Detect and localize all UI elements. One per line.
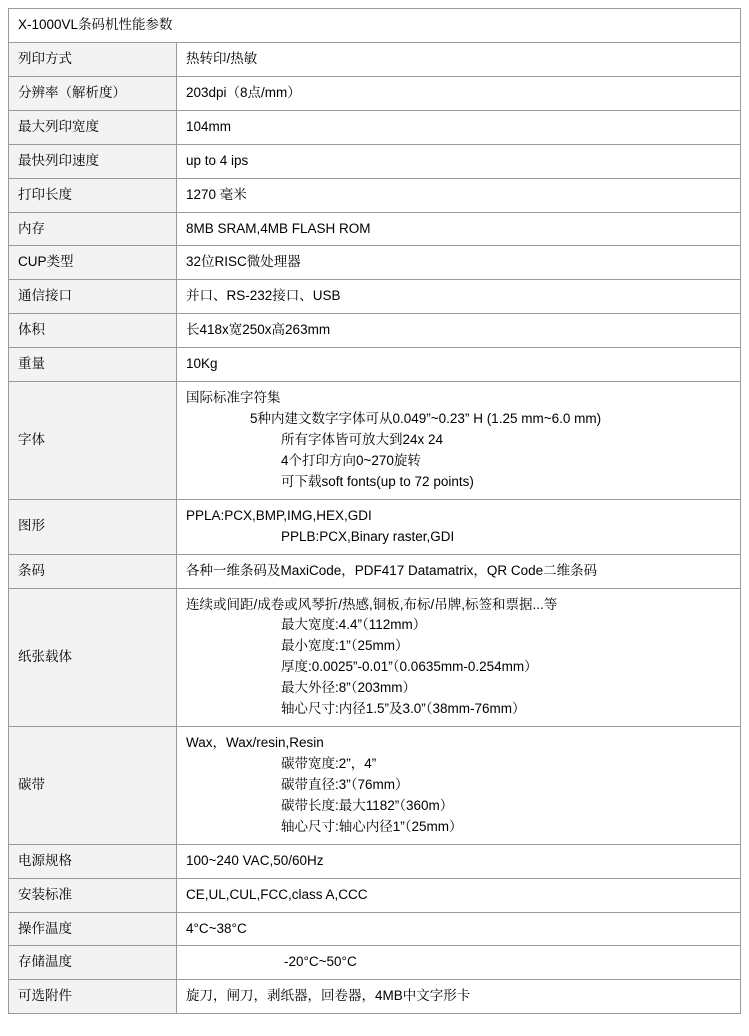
table-row bbox=[9, 980, 741, 1014]
spec-label: 安装标准 bbox=[9, 878, 177, 912]
spec-value bbox=[177, 178, 741, 212]
spec-value-line: 所有字体皆可放大到24x 24 bbox=[281, 431, 444, 447]
spec-value bbox=[177, 212, 741, 246]
spec-value bbox=[177, 727, 741, 845]
spec-label: 可选附件 bbox=[9, 980, 177, 1014]
table-row bbox=[9, 42, 741, 76]
table-body bbox=[9, 9, 741, 1014]
spec-value bbox=[177, 110, 741, 144]
spec-value-line: 碳带长度:最大1182”（360m） bbox=[281, 797, 454, 813]
spec-value-line: -20°C~50°C bbox=[284, 954, 357, 970]
specification-table bbox=[8, 8, 741, 1014]
spec-value-line: 厚度:0.0025”-0.01”（0.0635mm-0.254mm） bbox=[281, 659, 538, 675]
spec-value-line: 8MB SRAM,4MB FLASH ROM bbox=[186, 220, 371, 236]
spec-value-line: 轴心尺寸:内径1.5”及3.0”（38mm-76mm） bbox=[281, 701, 526, 717]
spec-value-line: 32位RISC微处理器 bbox=[186, 254, 301, 270]
spec-value-line: 203dpi（8点/mm） bbox=[186, 84, 301, 100]
spec-value bbox=[177, 499, 741, 554]
spec-label: 列印方式 bbox=[9, 42, 177, 76]
spec-value-line: 最大宽度:4.4”（112mm） bbox=[281, 617, 427, 633]
spec-label: 字体 bbox=[9, 382, 177, 500]
table-row bbox=[9, 280, 741, 314]
spec-value bbox=[177, 980, 741, 1014]
spec-label: 最大列印宽度 bbox=[9, 110, 177, 144]
spec-value bbox=[177, 144, 741, 178]
spec-value bbox=[177, 844, 741, 878]
spec-label: 操作温度 bbox=[9, 912, 177, 946]
spec-value-line: 热转印/热敏 bbox=[186, 50, 258, 66]
spec-value bbox=[177, 946, 741, 980]
spec-value bbox=[177, 912, 741, 946]
table-row bbox=[9, 144, 741, 178]
spec-label: 通信接口 bbox=[9, 280, 177, 314]
table-row bbox=[9, 727, 741, 845]
table-row bbox=[9, 382, 741, 500]
spec-value-line: 碳带直径:3”（76mm） bbox=[281, 776, 409, 792]
spec-label: 碳带 bbox=[9, 727, 177, 845]
table-row bbox=[9, 844, 741, 878]
spec-label: 存储温度 bbox=[9, 946, 177, 980]
spec-value-line: 轴心尺寸:轴心内径1”（25mm） bbox=[281, 818, 463, 834]
table-row bbox=[9, 554, 741, 588]
spec-value-line: PPLB:PCX,Binary raster,GDI bbox=[281, 528, 455, 544]
spec-label: 图形 bbox=[9, 499, 177, 554]
table-row bbox=[9, 499, 741, 554]
table-row bbox=[9, 110, 741, 144]
spec-value-line: 104mm bbox=[186, 118, 232, 134]
spec-label: 条码 bbox=[9, 554, 177, 588]
spec-value bbox=[177, 280, 741, 314]
spec-value bbox=[177, 554, 741, 588]
table-row bbox=[9, 878, 741, 912]
table-row bbox=[9, 912, 741, 946]
spec-value bbox=[177, 588, 741, 727]
table-row bbox=[9, 348, 741, 382]
spec-value bbox=[177, 348, 741, 382]
spec-value-line: 连续或间距/成卷或风琴折/热感,铜板,布标/吊牌,标签和票据...等 bbox=[186, 596, 558, 612]
table-row bbox=[9, 946, 741, 980]
spec-label: 内存 bbox=[9, 212, 177, 246]
spec-value-line: 最大外径:8”（203mm） bbox=[281, 680, 417, 696]
table-row bbox=[9, 76, 741, 110]
table-title-row bbox=[9, 9, 741, 43]
spec-label: CUP类型 bbox=[9, 246, 177, 280]
spec-value bbox=[177, 76, 741, 110]
table-row bbox=[9, 588, 741, 727]
spec-value-line: 1270 毫米 bbox=[186, 186, 247, 202]
table-row bbox=[9, 246, 741, 280]
table-row bbox=[9, 178, 741, 212]
spec-value-line: 并口、RS-232接口、USB bbox=[186, 288, 341, 304]
spec-label: 重量 bbox=[9, 348, 177, 382]
spec-value-line: 5种内建文数字字体可从0.049”~0.23” H (1.25 mm~6.0 mm) bbox=[250, 411, 602, 427]
spec-value bbox=[177, 878, 741, 912]
spec-label: 纸张载体 bbox=[9, 588, 177, 727]
spec-label: 分辨率（解析度） bbox=[9, 76, 177, 110]
spec-value-line: 最小宽度:1”（25mm） bbox=[281, 638, 409, 654]
table-row bbox=[9, 314, 741, 348]
spec-label: 最快列印速度 bbox=[9, 144, 177, 178]
spec-value-line: 100~240 VAC,50/60Hz bbox=[186, 852, 324, 868]
table-row bbox=[9, 212, 741, 246]
spec-value bbox=[177, 382, 741, 500]
spec-value-line: CE,UL,CUL,FCC,class A,CCC bbox=[186, 886, 368, 902]
page-title: X-1000VL条码机性能参数 bbox=[9, 9, 741, 43]
spec-label: 电源规格 bbox=[9, 844, 177, 878]
spec-value bbox=[177, 42, 741, 76]
spec-value-line: 长418x宽250x高263mm bbox=[186, 322, 331, 338]
spec-value-line: 10Kg bbox=[186, 356, 218, 372]
spec-value-line: 可下载soft fonts(up to 72 points) bbox=[281, 473, 474, 489]
spec-value-line: PPLA:PCX,BMP,IMG,HEX,GDI bbox=[186, 507, 372, 523]
spec-value-line: Wax，Wax/resin,Resin bbox=[186, 735, 324, 751]
spec-value bbox=[177, 246, 741, 280]
spec-value-line: up to 4 ips bbox=[186, 152, 249, 168]
spec-value-line: 各种一维条码及MaxiCode，PDF417 Datamatrix，QR Code二维条码 bbox=[186, 562, 598, 578]
spec-value-line: 4°C~38°C bbox=[186, 920, 247, 936]
spec-value-line: 国际标准字符集 bbox=[186, 390, 281, 406]
spec-value-line: 4个打印方向0~270旋转 bbox=[281, 452, 421, 468]
spec-value-line: 旋刀，闸刀，剥纸器，回卷器，4MB中文字形卡 bbox=[186, 988, 471, 1004]
spec-value-line: 碳带宽度:2”，4” bbox=[281, 755, 377, 771]
spec-value bbox=[177, 314, 741, 348]
spec-label: 打印长度 bbox=[9, 178, 177, 212]
spec-label: 体积 bbox=[9, 314, 177, 348]
